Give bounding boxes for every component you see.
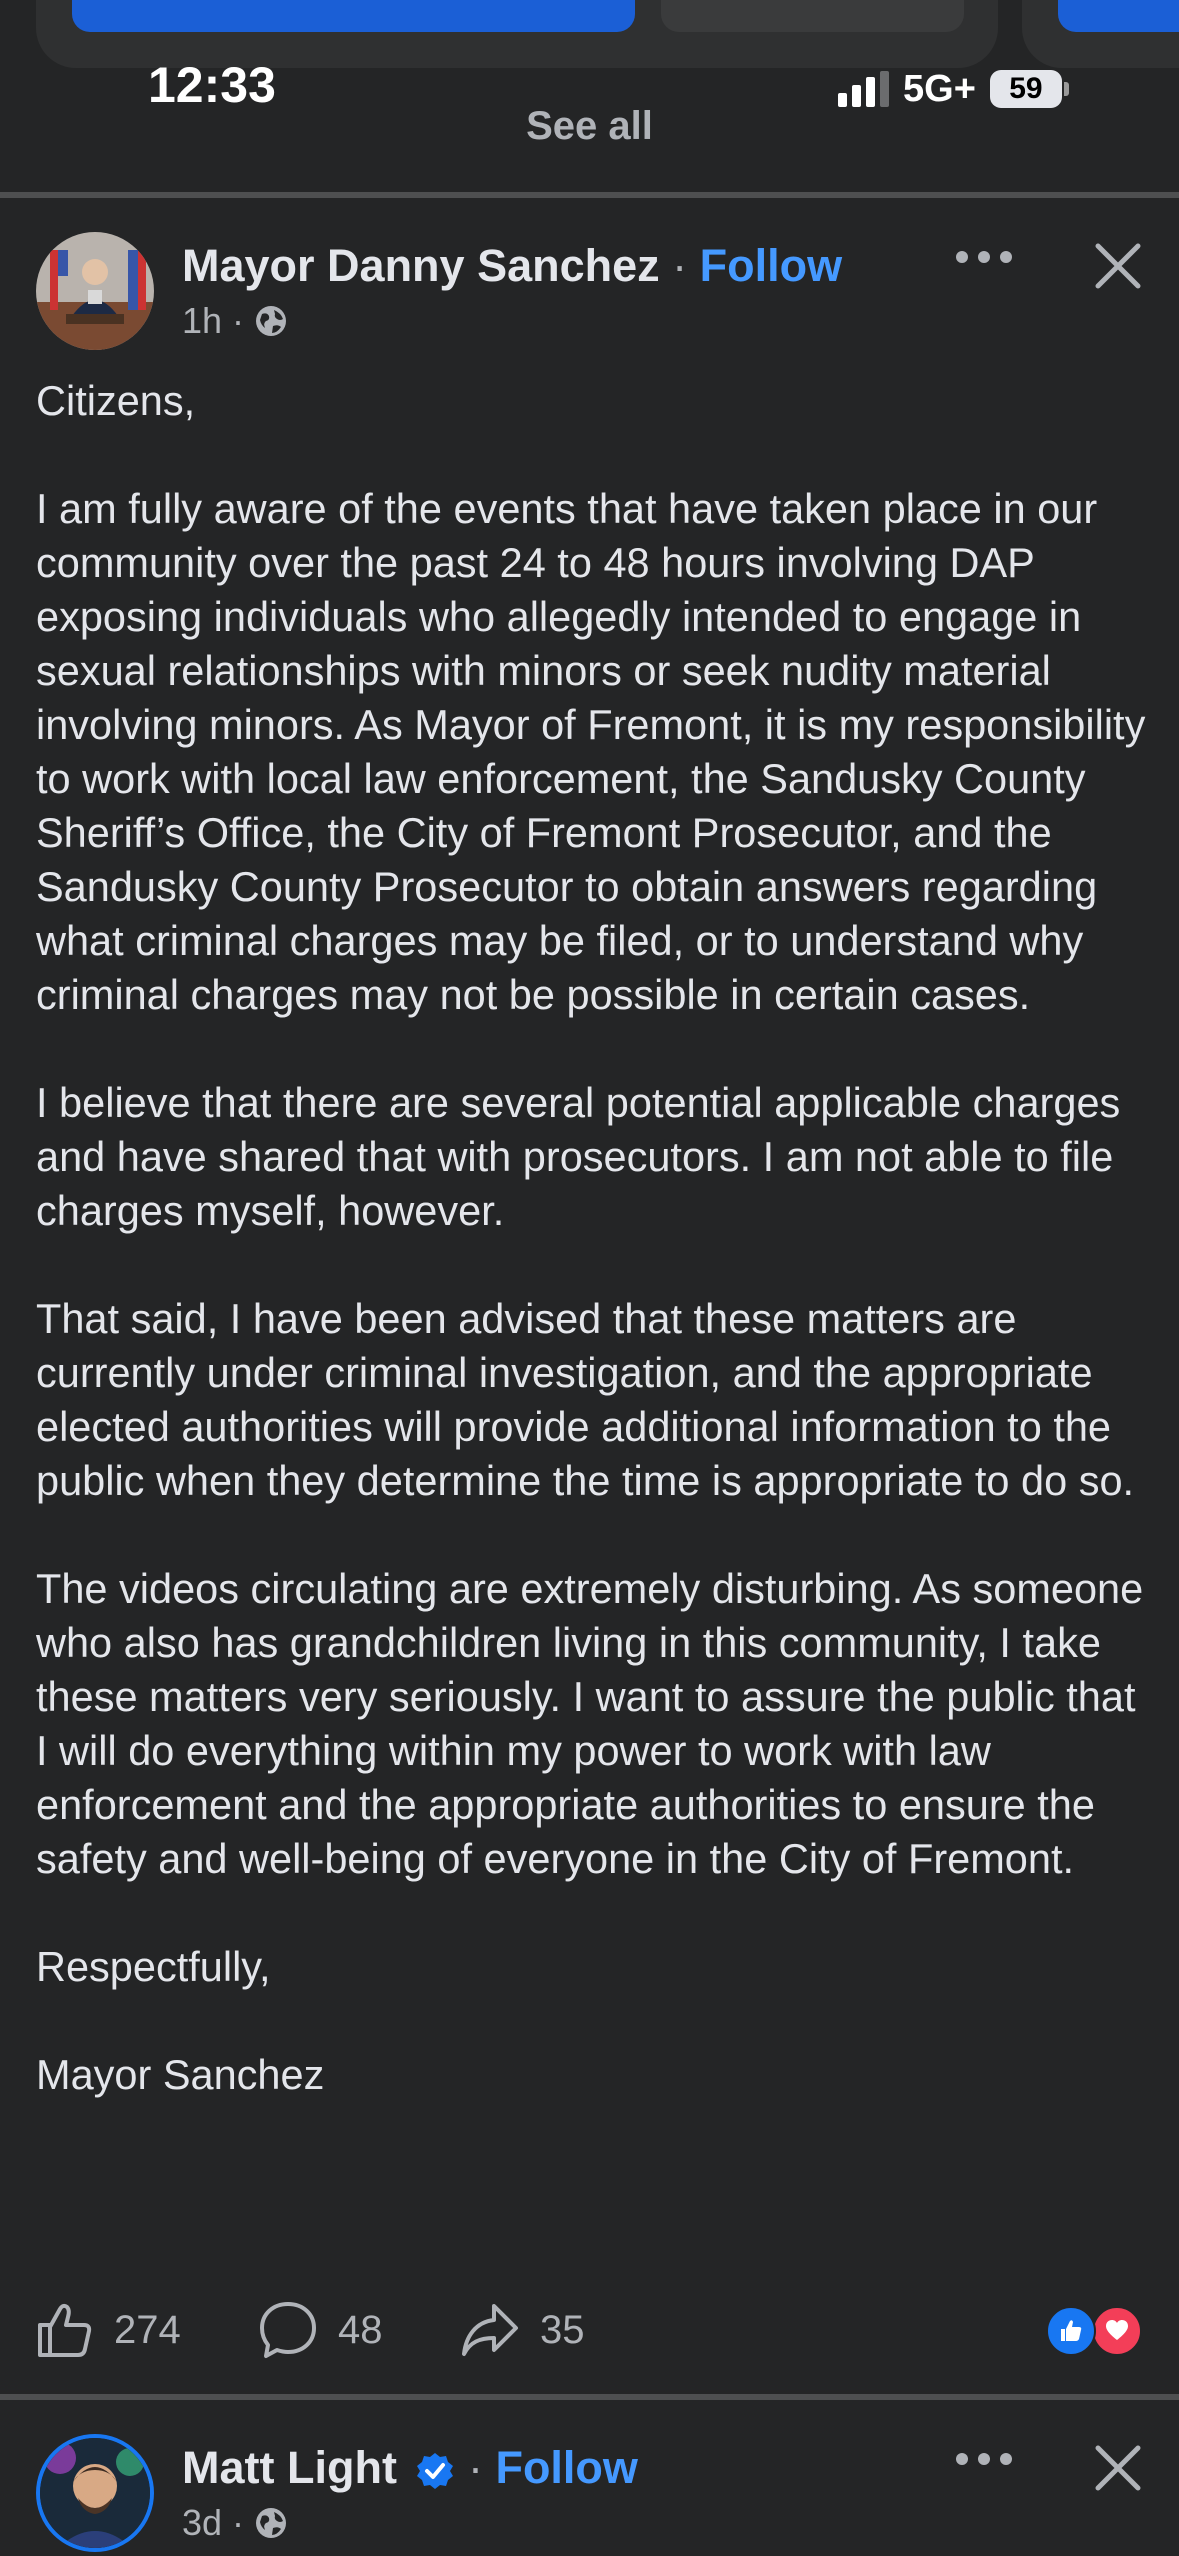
verified-badge-icon xyxy=(415,2451,455,2491)
author-name[interactable]: Mayor Danny Sanchez xyxy=(182,240,660,291)
separator-dot: · xyxy=(455,2442,496,2493)
battery-icon xyxy=(990,70,1069,108)
status-time: 12:33 xyxy=(148,57,276,113)
share-button[interactable] xyxy=(460,2298,585,2362)
post-author-line xyxy=(182,2442,638,2494)
network-type: 5G+ xyxy=(903,67,976,110)
more-options-icon[interactable] xyxy=(954,2444,1014,2474)
more-options-icon[interactable] xyxy=(954,242,1014,272)
post-actions xyxy=(36,2298,1146,2362)
like-button[interactable] xyxy=(36,2298,181,2362)
reaction-summary[interactable] xyxy=(1046,2306,1142,2356)
comment-count: 48 xyxy=(338,2307,383,2352)
post-time[interactable]: 3d xyxy=(182,2502,223,2543)
post-time[interactable]: 1h xyxy=(182,300,223,341)
post-paragraph: Mayor Sanchez xyxy=(36,2051,325,2098)
previous-section xyxy=(0,0,1179,192)
post-paragraph: The videos circulating are extremely disturbing. As someone who also has grandchildren living in this community, I take these matters very seriously. I want to assure the public that I will do everything within my power to work with law enforcement and the appropriate authorities to ensure the safety and well-being of everyone in the City of Fremont. xyxy=(36,1565,1144,1882)
post-paragraph: I am fully aware of the events that have taken place in our community over the past 24 to 48 hours involving DAP exposing individuals who allegedly intended to engage in sexual relationships with minors or seek nudity material involving minors. As Mayor of Fremont, it is my responsibility to work with local law enforcement, the Sandusky County Sheriff’s Office, the City of Fremont Prosecutor, and the Sandusky County Prosecutor to obtain answers regarding what criminal charges may be filed, or to understand why criminal charges may not be possible in certain cases. xyxy=(36,485,1146,1018)
post-paragraph: Respectfully, xyxy=(36,1943,271,1990)
avatar[interactable] xyxy=(36,2434,154,2552)
comment-button[interactable] xyxy=(258,2298,383,2362)
comment-icon xyxy=(258,2300,318,2360)
avatar[interactable] xyxy=(36,232,154,350)
share-icon xyxy=(460,2300,520,2360)
see-all-link[interactable]: See all xyxy=(526,104,653,148)
card-secondary-button[interactable] xyxy=(661,0,964,32)
close-icon[interactable] xyxy=(1088,236,1148,296)
post-meta xyxy=(182,2502,288,2544)
thumbs-up-icon xyxy=(36,2301,94,2359)
close-icon[interactable] xyxy=(1088,2438,1148,2498)
post-author-line xyxy=(182,240,842,292)
post-header xyxy=(36,232,1146,352)
post-paragraph: That said, I have been advised that these matters are currently under criminal investigation, and the appropriate elected authorities will provide additional information to the public when they determine the time is appropriate to do so. xyxy=(36,1295,1135,1504)
follow-button[interactable]: Follow xyxy=(699,240,843,291)
battery-level: 59 xyxy=(990,70,1062,108)
card-primary-button-next[interactable] xyxy=(1058,0,1179,32)
feed-divider xyxy=(0,192,1179,198)
cellular-signal-icon xyxy=(838,71,889,107)
globe-icon xyxy=(254,2506,288,2540)
share-count: 35 xyxy=(540,2307,585,2352)
like-count: 274 xyxy=(114,2307,181,2352)
follow-button[interactable]: Follow xyxy=(495,2442,638,2493)
globe-icon xyxy=(254,304,288,338)
separator-dot: · xyxy=(659,240,700,291)
post-paragraph: I believe that there are several potential applicable charges and have shared that with prosecutors. I am not able to file charges myself, however. xyxy=(36,1079,1121,1234)
post-header xyxy=(36,2434,1146,2554)
like-icon xyxy=(1046,2306,1096,2356)
meta-dot: · xyxy=(232,2502,245,2543)
post-paragraph: Citizens, xyxy=(36,377,196,424)
card-primary-button[interactable] xyxy=(72,0,635,32)
feed-divider xyxy=(0,2394,1179,2400)
love-icon xyxy=(1092,2306,1142,2356)
post-meta xyxy=(182,300,288,342)
meta-dot: · xyxy=(232,300,245,341)
author-name[interactable]: Matt Light xyxy=(182,2442,397,2493)
post-text xyxy=(36,374,1156,2102)
